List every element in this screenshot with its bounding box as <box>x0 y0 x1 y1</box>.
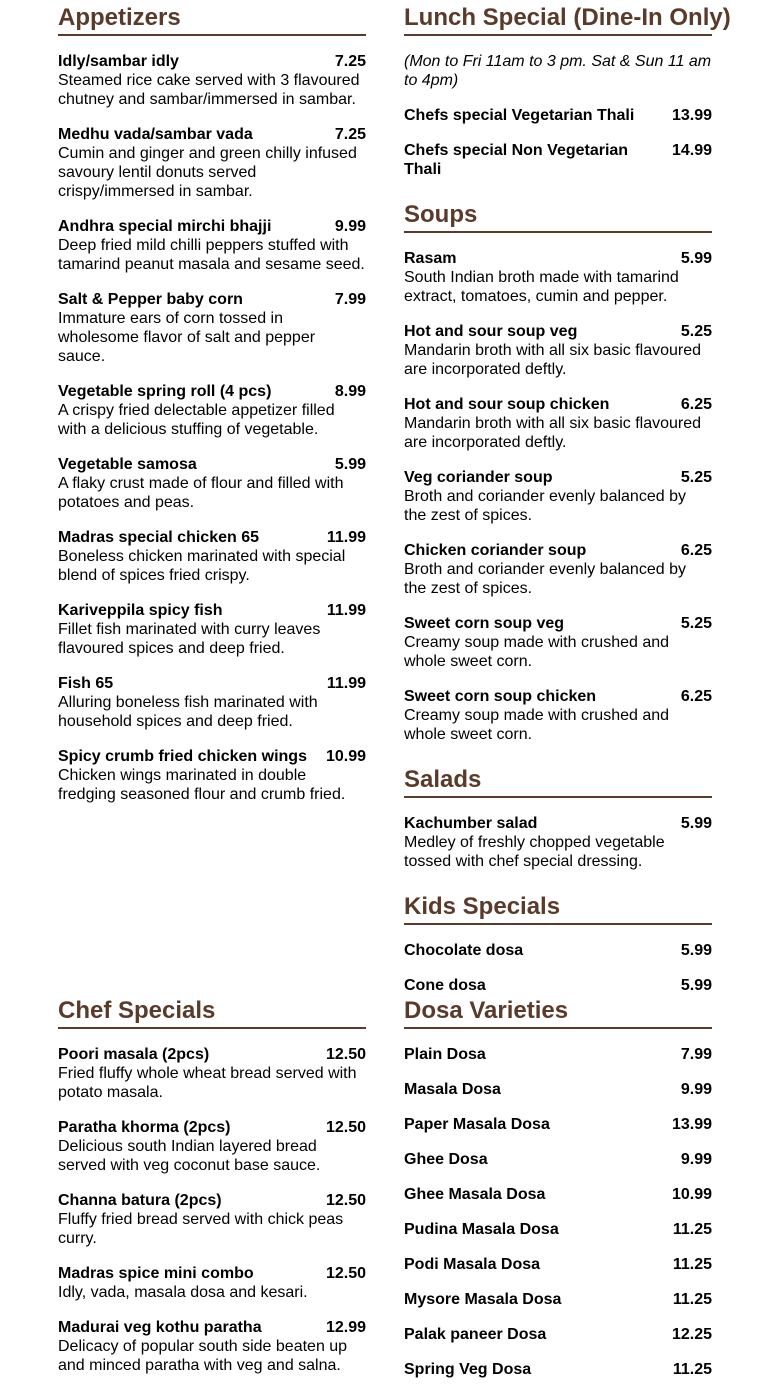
menu-item-header <box>404 541 712 560</box>
menu-item <box>58 528 366 585</box>
menu-item-price: 12.50 <box>325 1046 366 1063</box>
menu-item-name: Rasam <box>404 250 457 267</box>
menu-item-name: Hot and sour soup chicken <box>404 396 610 413</box>
menu-item-price: 12.50 <box>325 1119 366 1136</box>
menu-item <box>58 217 366 274</box>
menu-item-header <box>404 141 712 179</box>
menu-item-header <box>404 976 712 995</box>
menu-item-price: 11.25 <box>672 1221 712 1238</box>
appetizers-list <box>58 52 366 804</box>
menu-item-name: Hot and sour soup veg <box>404 323 578 340</box>
menu-item-price: 7.99 <box>680 1046 712 1063</box>
menu-item-price: 11.25 <box>672 1291 712 1308</box>
menu-item-price: 5.99 <box>334 456 366 473</box>
menu-item-header <box>58 125 366 144</box>
menu-item-description: Immature ears of corn tossed in wholesome flavor of salt and pepper sauce. <box>58 310 316 365</box>
menu-item-price: 5.25 <box>680 469 712 486</box>
menu-item-header <box>58 601 366 620</box>
menu-item <box>58 290 366 366</box>
menu-item <box>404 395 712 452</box>
menu-item-price: 10.99 <box>671 1186 712 1203</box>
menu-item <box>404 941 712 960</box>
menu-item <box>404 976 712 995</box>
menu-item-header <box>58 1191 366 1210</box>
menu-item <box>58 382 366 439</box>
menu-item-description: Delicious south Indian layered bread served with veg coconut base sauce. <box>58 1138 321 1174</box>
menu-item-header <box>58 455 366 474</box>
menu-item-name: Podi Masala Dosa <box>404 1256 541 1273</box>
menu-item <box>404 106 712 125</box>
menu-item-description: Creamy soup made with crushed and whole sweet corn. <box>404 707 670 743</box>
menu-item-price: 5.99 <box>680 942 712 959</box>
menu-item <box>58 1045 366 1102</box>
dosa-varieties-title: Dosa Varieties <box>404 997 712 1029</box>
menu-item-header <box>404 322 712 341</box>
menu-item-header <box>404 687 712 706</box>
menu-item-header <box>404 1360 712 1379</box>
menu-item-header <box>404 468 712 487</box>
menu-item <box>404 1185 712 1204</box>
menu-item-name: Medhu vada/sambar vada <box>58 126 253 143</box>
menu-item-description: Mandarin broth with all six basic flavoured are incorporated deftly. <box>404 342 702 378</box>
lunch-special-section <box>404 4 731 179</box>
menu-item-header <box>58 1118 366 1137</box>
menu-item-price: 11.99 <box>326 602 366 619</box>
menu-item-name: Chefs special Vegetarian Thali <box>404 107 635 124</box>
menu-item-price: 5.99 <box>680 250 712 267</box>
menu-item-price: 10.99 <box>325 748 366 765</box>
right-column-bottom <box>404 997 712 1395</box>
menu-item-name: Masala Dosa <box>404 1081 501 1098</box>
chef-specials-list <box>58 1045 366 1375</box>
appetizers-title: Appetizers <box>58 4 366 36</box>
menu-item <box>404 1290 712 1309</box>
menu-item-header <box>404 1290 712 1309</box>
soups-section <box>404 201 712 744</box>
menu-item-description: Fried fluffy whole wheat bread served with potato masala. <box>58 1065 357 1101</box>
menu-item-name: Spicy crumb fried chicken wings <box>58 748 307 765</box>
menu-item <box>404 249 712 306</box>
menu-item <box>404 1080 712 1099</box>
salads-list <box>404 814 712 871</box>
dosa-varieties-section <box>404 997 712 1379</box>
lunch-special-title: Lunch Special (Dine-In Only) <box>404 4 712 36</box>
soups-list <box>404 249 712 744</box>
menu-item <box>404 141 712 179</box>
menu-item-name: Madras special chicken 65 <box>58 529 259 546</box>
menu-item-price: 13.99 <box>671 1116 712 1133</box>
menu-item-name: Cone dosa <box>404 977 486 994</box>
menu-item-price: 11.25 <box>672 1256 712 1273</box>
menu-item-header <box>58 674 366 693</box>
menu-item <box>58 1118 366 1175</box>
menu-item-price: 9.99 <box>680 1081 712 1098</box>
menu-item-header <box>58 382 366 401</box>
menu-item-header <box>404 1045 712 1064</box>
menu-item-price: 14.99 <box>671 142 712 159</box>
menu-item-price: 13.99 <box>671 107 712 124</box>
menu-item-header <box>404 106 712 125</box>
menu-item-description: Medley of freshly chopped vegetable tossed with chef special dressing. <box>404 834 665 870</box>
menu-item-price: 9.99 <box>680 1151 712 1168</box>
menu-item-header <box>404 249 712 268</box>
menu-item-header <box>404 941 712 960</box>
menu-item-header <box>58 528 366 547</box>
menu-item <box>58 747 366 804</box>
menu-item-header <box>58 290 366 309</box>
menu-item-description: Steamed rice cake served with 3 flavoured chutney and sambar/immersed in sambar. <box>58 72 360 108</box>
menu-item-name: Ghee Dosa <box>404 1151 488 1168</box>
menu-item-header <box>58 1318 366 1337</box>
lunch-special-hours-note: (Mon to Fri 11am to 3 pm. Sat & Sun 11 am to 4pm) <box>404 53 712 89</box>
menu-item-description: Chicken wings marinated in double fredging seasoned flour and crumb fried. <box>58 767 346 803</box>
right-column-top <box>404 4 731 1011</box>
menu-item <box>58 1264 366 1302</box>
chef-specials-section <box>58 997 366 1375</box>
menu-item-description: Creamy soup made with crushed and whole sweet corn. <box>404 634 670 670</box>
kids-specials-section <box>404 893 712 995</box>
menu-item-name: Paper Masala Dosa <box>404 1116 550 1133</box>
menu-item <box>404 814 712 871</box>
menu-item-name: Kariveppila spicy fish <box>58 602 223 619</box>
menu-item-name: Salt & Pepper baby corn <box>58 291 243 308</box>
menu-item <box>404 1220 712 1239</box>
menu-item-name: Chocolate dosa <box>404 942 524 959</box>
menu-item-header <box>58 1264 366 1283</box>
menu-item-header <box>404 1115 712 1134</box>
menu-item-name: Ghee Masala Dosa <box>404 1186 546 1203</box>
menu-item-description: Deep fried mild chilli peppers stuffed with tamarind peanut masala and sesame seed. <box>58 237 365 273</box>
menu-item-price: 12.50 <box>325 1192 366 1209</box>
menu-item-price: 12.99 <box>325 1319 366 1336</box>
menu-item-description: Cumin and ginger and green chilly infused savoury lentil donuts served crispy/immersed in sambar. <box>58 145 357 200</box>
menu-item-price: 5.99 <box>680 977 712 994</box>
menu-item-price: 7.25 <box>334 126 366 143</box>
menu-item <box>58 125 366 201</box>
menu-item <box>58 455 366 512</box>
menu-item-description: Mandarin broth with all six basic flavoured are incorporated deftly. <box>404 415 702 451</box>
menu-item <box>58 52 366 109</box>
menu-item-price: 11.99 <box>326 675 366 692</box>
menu-item-name: Veg coriander soup <box>404 469 553 486</box>
menu-item-header <box>404 1150 712 1169</box>
menu-item-name: Vegetable samosa <box>58 456 197 473</box>
menu-item-description: South Indian broth made with tamarind extract, tomatoes, cumin and pepper. <box>404 269 679 305</box>
menu-item-header <box>58 1045 366 1064</box>
menu-item-name: Sweet corn soup chicken <box>404 688 597 705</box>
menu-item-header <box>404 814 712 833</box>
menu-item-name: Pudina Masala Dosa <box>404 1221 559 1238</box>
menu-item <box>404 687 712 744</box>
menu-item-header <box>58 747 366 766</box>
menu-item <box>58 1191 366 1248</box>
menu-item-name: Madras spice mini combo <box>58 1265 254 1282</box>
left-column-bottom <box>58 997 366 1391</box>
menu-item-name: Poori masala (2pcs) <box>58 1046 210 1063</box>
menu-item-name: Palak paneer Dosa <box>404 1326 547 1343</box>
menu-item-price: 7.25 <box>334 53 366 70</box>
menu-item <box>58 1318 366 1375</box>
menu-item-price: 6.25 <box>680 396 712 413</box>
menu-item-description: Broth and coriander evenly balanced by the zest of spices. <box>404 488 686 524</box>
salads-title: Salads <box>404 766 712 798</box>
menu-item-price: 9.99 <box>334 218 366 235</box>
menu-item-description: Alluring boneless fish marinated with household spices and deep fried. <box>58 694 318 730</box>
menu-item-price: 12.50 <box>325 1265 366 1282</box>
menu-item <box>404 1150 712 1169</box>
menu-item-header <box>404 1325 712 1344</box>
menu-item-header <box>58 52 366 71</box>
menu-item-header <box>404 1255 712 1274</box>
menu-item-header <box>404 1080 712 1099</box>
menu-item-name: Spring Veg Dosa <box>404 1361 532 1378</box>
menu-item-price: 6.25 <box>680 542 712 559</box>
menu-item-name: Chicken coriander soup <box>404 542 587 559</box>
menu-item-description: Boneless chicken marinated with special blend of spices fried crispy. <box>58 548 346 584</box>
menu-item <box>404 1325 712 1344</box>
menu-item-header <box>404 1220 712 1239</box>
menu-item-name: Paratha khorma (2pcs) <box>58 1119 231 1136</box>
menu-item <box>58 674 366 731</box>
chef-specials-title: Chef Specials <box>58 997 366 1029</box>
menu-item <box>404 322 712 379</box>
kids-specials-list <box>404 941 712 995</box>
menu-item-name: Fish 65 <box>58 675 114 692</box>
menu-item-header <box>404 614 712 633</box>
menu-item-description: Idly, vada, masala dosa and kesari. <box>58 1284 308 1301</box>
menu-item-price: 6.25 <box>680 688 712 705</box>
menu-item-name: Madurai veg kothu paratha <box>58 1319 262 1336</box>
menu-item <box>404 1360 712 1379</box>
menu-item-description: Delicacy of popular south side beaten up and minced paratha with veg and salna. <box>58 1338 348 1374</box>
menu-item-name: Sweet corn soup veg <box>404 615 565 632</box>
menu-item-price: 5.25 <box>680 323 712 340</box>
kids-specials-title: Kids Specials <box>404 893 712 925</box>
soups-title: Soups <box>404 201 712 233</box>
menu-item-description: Broth and coriander evenly balanced by the zest of spices. <box>404 561 686 597</box>
menu-item-description: A flaky crust made of flour and filled with potatoes and peas. <box>58 475 344 511</box>
menu-item-price: 11.99 <box>326 529 366 546</box>
menu-item <box>404 1255 712 1274</box>
menu-item <box>404 1115 712 1134</box>
menu-item-name: Chefs special Non Vegetarian Thali <box>404 142 629 178</box>
menu-item-header <box>58 217 366 236</box>
menu-item-description: A crispy fried delectable appetizer filled with a delicious stuffing of vegetable. <box>58 402 335 438</box>
dosa-varieties-list <box>404 1045 712 1379</box>
menu-item-name: Kachumber salad <box>404 815 538 832</box>
menu-item-name: Mysore Masala Dosa <box>404 1291 562 1308</box>
menu-item-price: 7.99 <box>334 291 366 308</box>
appetizers-section <box>58 4 366 804</box>
salads-section <box>404 766 712 871</box>
menu-item <box>404 1045 712 1064</box>
menu-item-name: Plain Dosa <box>404 1046 486 1063</box>
menu-item-header <box>404 395 712 414</box>
lunch-special-list <box>404 106 712 179</box>
menu-item-name: Vegetable spring roll (4 pcs) <box>58 383 272 400</box>
left-column-top <box>58 4 366 820</box>
menu-item-name: Andhra special mirchi bhajji <box>58 218 272 235</box>
menu-item-name: Idly/sambar idly <box>58 53 179 70</box>
menu-item <box>404 468 712 525</box>
menu-item-price: 11.25 <box>672 1361 712 1378</box>
menu-item-description: Fillet fish marinated with curry leaves flavoured spices and deep fried. <box>58 621 321 657</box>
menu-item-price: 8.99 <box>334 383 366 400</box>
menu-item-price: 5.25 <box>680 615 712 632</box>
menu-item <box>404 541 712 598</box>
menu-item <box>58 601 366 658</box>
menu-item <box>404 614 712 671</box>
menu-item-name: Channa batura (2pcs) <box>58 1192 222 1209</box>
menu-item-description: Fluffy fried bread served with chick peas curry. <box>58 1211 344 1247</box>
menu-item-price: 5.99 <box>680 815 712 832</box>
menu-item-price: 12.25 <box>671 1326 712 1343</box>
menu-item-header <box>404 1185 712 1204</box>
